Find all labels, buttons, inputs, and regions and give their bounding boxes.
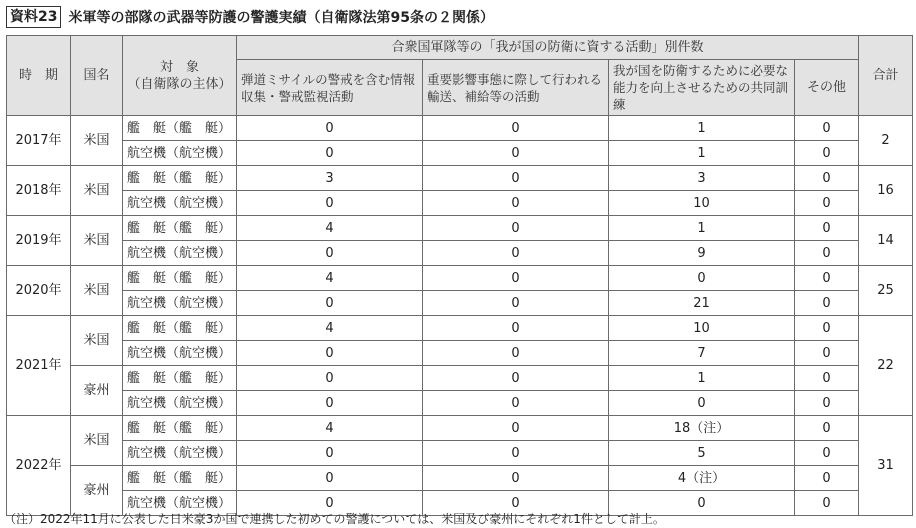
total-cell: 31: [859, 416, 913, 516]
table-row: [7, 291, 913, 316]
unit-type-cell: 航空機（航空機）: [123, 141, 237, 166]
table-row: [7, 166, 913, 191]
table-row: [7, 241, 913, 266]
table-row: [7, 391, 913, 416]
count-cell: 0: [795, 166, 859, 191]
escort-record-table: [6, 35, 913, 516]
count-cell: 1: [609, 141, 795, 166]
count-cell: 0: [423, 116, 609, 141]
count-cell: 4（注）: [609, 466, 795, 491]
country-cell: 米国: [71, 266, 123, 316]
header-period: 時 期: [7, 36, 71, 116]
unit-type-cell: 艦 艇（艦 艇）: [123, 466, 237, 491]
country-cell: 米国: [71, 216, 123, 266]
table-body: [7, 116, 913, 516]
count-cell: 0: [237, 366, 423, 391]
count-cell: 0: [423, 491, 609, 516]
unit-type-cell: 航空機（航空機）: [123, 341, 237, 366]
count-cell: 0: [423, 216, 609, 241]
header-target: 対 象 （自衛隊の主体）: [123, 36, 237, 116]
table-row: [7, 341, 913, 366]
year-cell: 2018年: [7, 166, 71, 216]
count-cell: 0: [609, 491, 795, 516]
count-cell: 0: [423, 441, 609, 466]
year-cell: 2021年: [7, 316, 71, 416]
count-cell: 0: [795, 341, 859, 366]
footnote: （注）2022年11月に公表した日米豪3か国で連携した初めての警護については、米国及び豪州にそれぞれ1件として計上。: [4, 512, 665, 526]
total-cell: 16: [859, 166, 913, 216]
table-row: [7, 466, 913, 491]
count-cell: 1: [609, 116, 795, 141]
count-cell: 0: [795, 266, 859, 291]
total-cell: 22: [859, 316, 913, 416]
count-cell: 1: [609, 216, 795, 241]
country-cell: 米国: [71, 116, 123, 166]
table-row: [7, 266, 913, 291]
country-cell: 豪州: [71, 466, 123, 516]
count-cell: 0: [423, 466, 609, 491]
year-cell: 2022年: [7, 416, 71, 516]
count-cell: 10: [609, 316, 795, 341]
count-cell: 4: [237, 416, 423, 441]
unit-type-cell: 航空機（航空機）: [123, 491, 237, 516]
count-cell: 0: [609, 391, 795, 416]
count-cell: 0: [423, 366, 609, 391]
count-cell: 4: [237, 216, 423, 241]
country-cell: 米国: [71, 316, 123, 366]
count-cell: 21: [609, 291, 795, 316]
count-cell: 0: [609, 266, 795, 291]
country-cell: 米国: [71, 416, 123, 466]
table-row: [7, 191, 913, 216]
unit-type-cell: 航空機（航空機）: [123, 241, 237, 266]
count-cell: 10: [609, 191, 795, 216]
count-cell: 0: [423, 416, 609, 441]
count-cell: 0: [237, 491, 423, 516]
unit-type-cell: 艦 艇（艦 艇）: [123, 216, 237, 241]
table-row: [7, 441, 913, 466]
count-cell: 7: [609, 341, 795, 366]
count-cell: 0: [423, 391, 609, 416]
count-cell: 0: [237, 391, 423, 416]
header-category-other: その他: [795, 60, 859, 116]
count-cell: 4: [237, 316, 423, 341]
count-cell: 0: [795, 316, 859, 341]
count-cell: 0: [423, 166, 609, 191]
country-cell: 米国: [71, 166, 123, 216]
title-row: [6, 5, 494, 29]
count-cell: 0: [795, 241, 859, 266]
table-row: [7, 141, 913, 166]
count-cell: 18（注）: [609, 416, 795, 441]
count-cell: 0: [795, 391, 859, 416]
header-total: 合計: [859, 36, 913, 116]
unit-type-cell: 艦 艇（艦 艇）: [123, 366, 237, 391]
count-cell: 0: [795, 291, 859, 316]
count-cell: 3: [609, 166, 795, 191]
count-cell: 0: [795, 441, 859, 466]
total-cell: 25: [859, 266, 913, 316]
year-cell: 2019年: [7, 216, 71, 266]
header-category-transport: 重要影響事態に際して行われる輸送、補給等の活動: [423, 60, 609, 116]
count-cell: 3: [237, 166, 423, 191]
count-cell: 0: [423, 241, 609, 266]
count-cell: 0: [423, 291, 609, 316]
count-cell: 0: [237, 441, 423, 466]
count-cell: 0: [795, 491, 859, 516]
count-cell: 0: [237, 141, 423, 166]
unit-type-cell: 艦 艇（艦 艇）: [123, 416, 237, 441]
count-cell: 0: [423, 266, 609, 291]
count-cell: 0: [795, 191, 859, 216]
count-cell: 0: [795, 116, 859, 141]
count-cell: 0: [237, 191, 423, 216]
header-country: 国名: [71, 36, 123, 116]
unit-type-cell: 艦 艇（艦 艇）: [123, 266, 237, 291]
count-cell: 0: [237, 241, 423, 266]
count-cell: 0: [237, 341, 423, 366]
count-cell: 0: [795, 141, 859, 166]
header-activity-group: 合衆国軍隊等の「我が国の防衛に資する活動」別件数: [237, 36, 859, 60]
count-cell: 0: [237, 116, 423, 141]
count-cell: 0: [795, 416, 859, 441]
unit-type-cell: 艦 艇（艦 艇）: [123, 116, 237, 141]
year-cell: 2017年: [7, 116, 71, 166]
total-cell: 2: [859, 116, 913, 166]
page-title: 米軍等の部隊の武器等防護の警護実績（自衛隊法第95条の２関係）: [68, 10, 494, 26]
count-cell: 0: [423, 191, 609, 216]
country-cell: 豪州: [71, 366, 123, 416]
count-cell: 0: [795, 366, 859, 391]
table-row: [7, 116, 913, 141]
table-row: [7, 366, 913, 391]
unit-type-cell: 航空機（航空機）: [123, 391, 237, 416]
count-cell: 0: [795, 466, 859, 491]
count-cell: 0: [237, 466, 423, 491]
count-cell: 0: [795, 216, 859, 241]
table-row: [7, 316, 913, 341]
unit-type-cell: 航空機（航空機）: [123, 441, 237, 466]
count-cell: 0: [237, 291, 423, 316]
table-row: [7, 216, 913, 241]
header-category-training: 我が国を防衛するために必要な能力を向上させるための共同訓練: [609, 60, 795, 116]
header-category-surveillance: 弾道ミサイルの警戒を含む情報収集・警戒監視活動: [237, 60, 423, 116]
unit-type-cell: 航空機（航空機）: [123, 291, 237, 316]
count-cell: 5: [609, 441, 795, 466]
count-cell: 9: [609, 241, 795, 266]
year-cell: 2020年: [7, 266, 71, 316]
count-cell: 0: [423, 316, 609, 341]
unit-type-cell: 艦 艇（艦 艇）: [123, 166, 237, 191]
unit-type-cell: 航空機（航空機）: [123, 191, 237, 216]
count-cell: 4: [237, 266, 423, 291]
total-cell: 14: [859, 216, 913, 266]
unit-type-cell: 艦 艇（艦 艇）: [123, 316, 237, 341]
table-row: [7, 416, 913, 441]
document-number-badge: 資料23: [6, 6, 61, 28]
count-cell: 1: [609, 366, 795, 391]
count-cell: 0: [423, 341, 609, 366]
count-cell: 0: [423, 141, 609, 166]
